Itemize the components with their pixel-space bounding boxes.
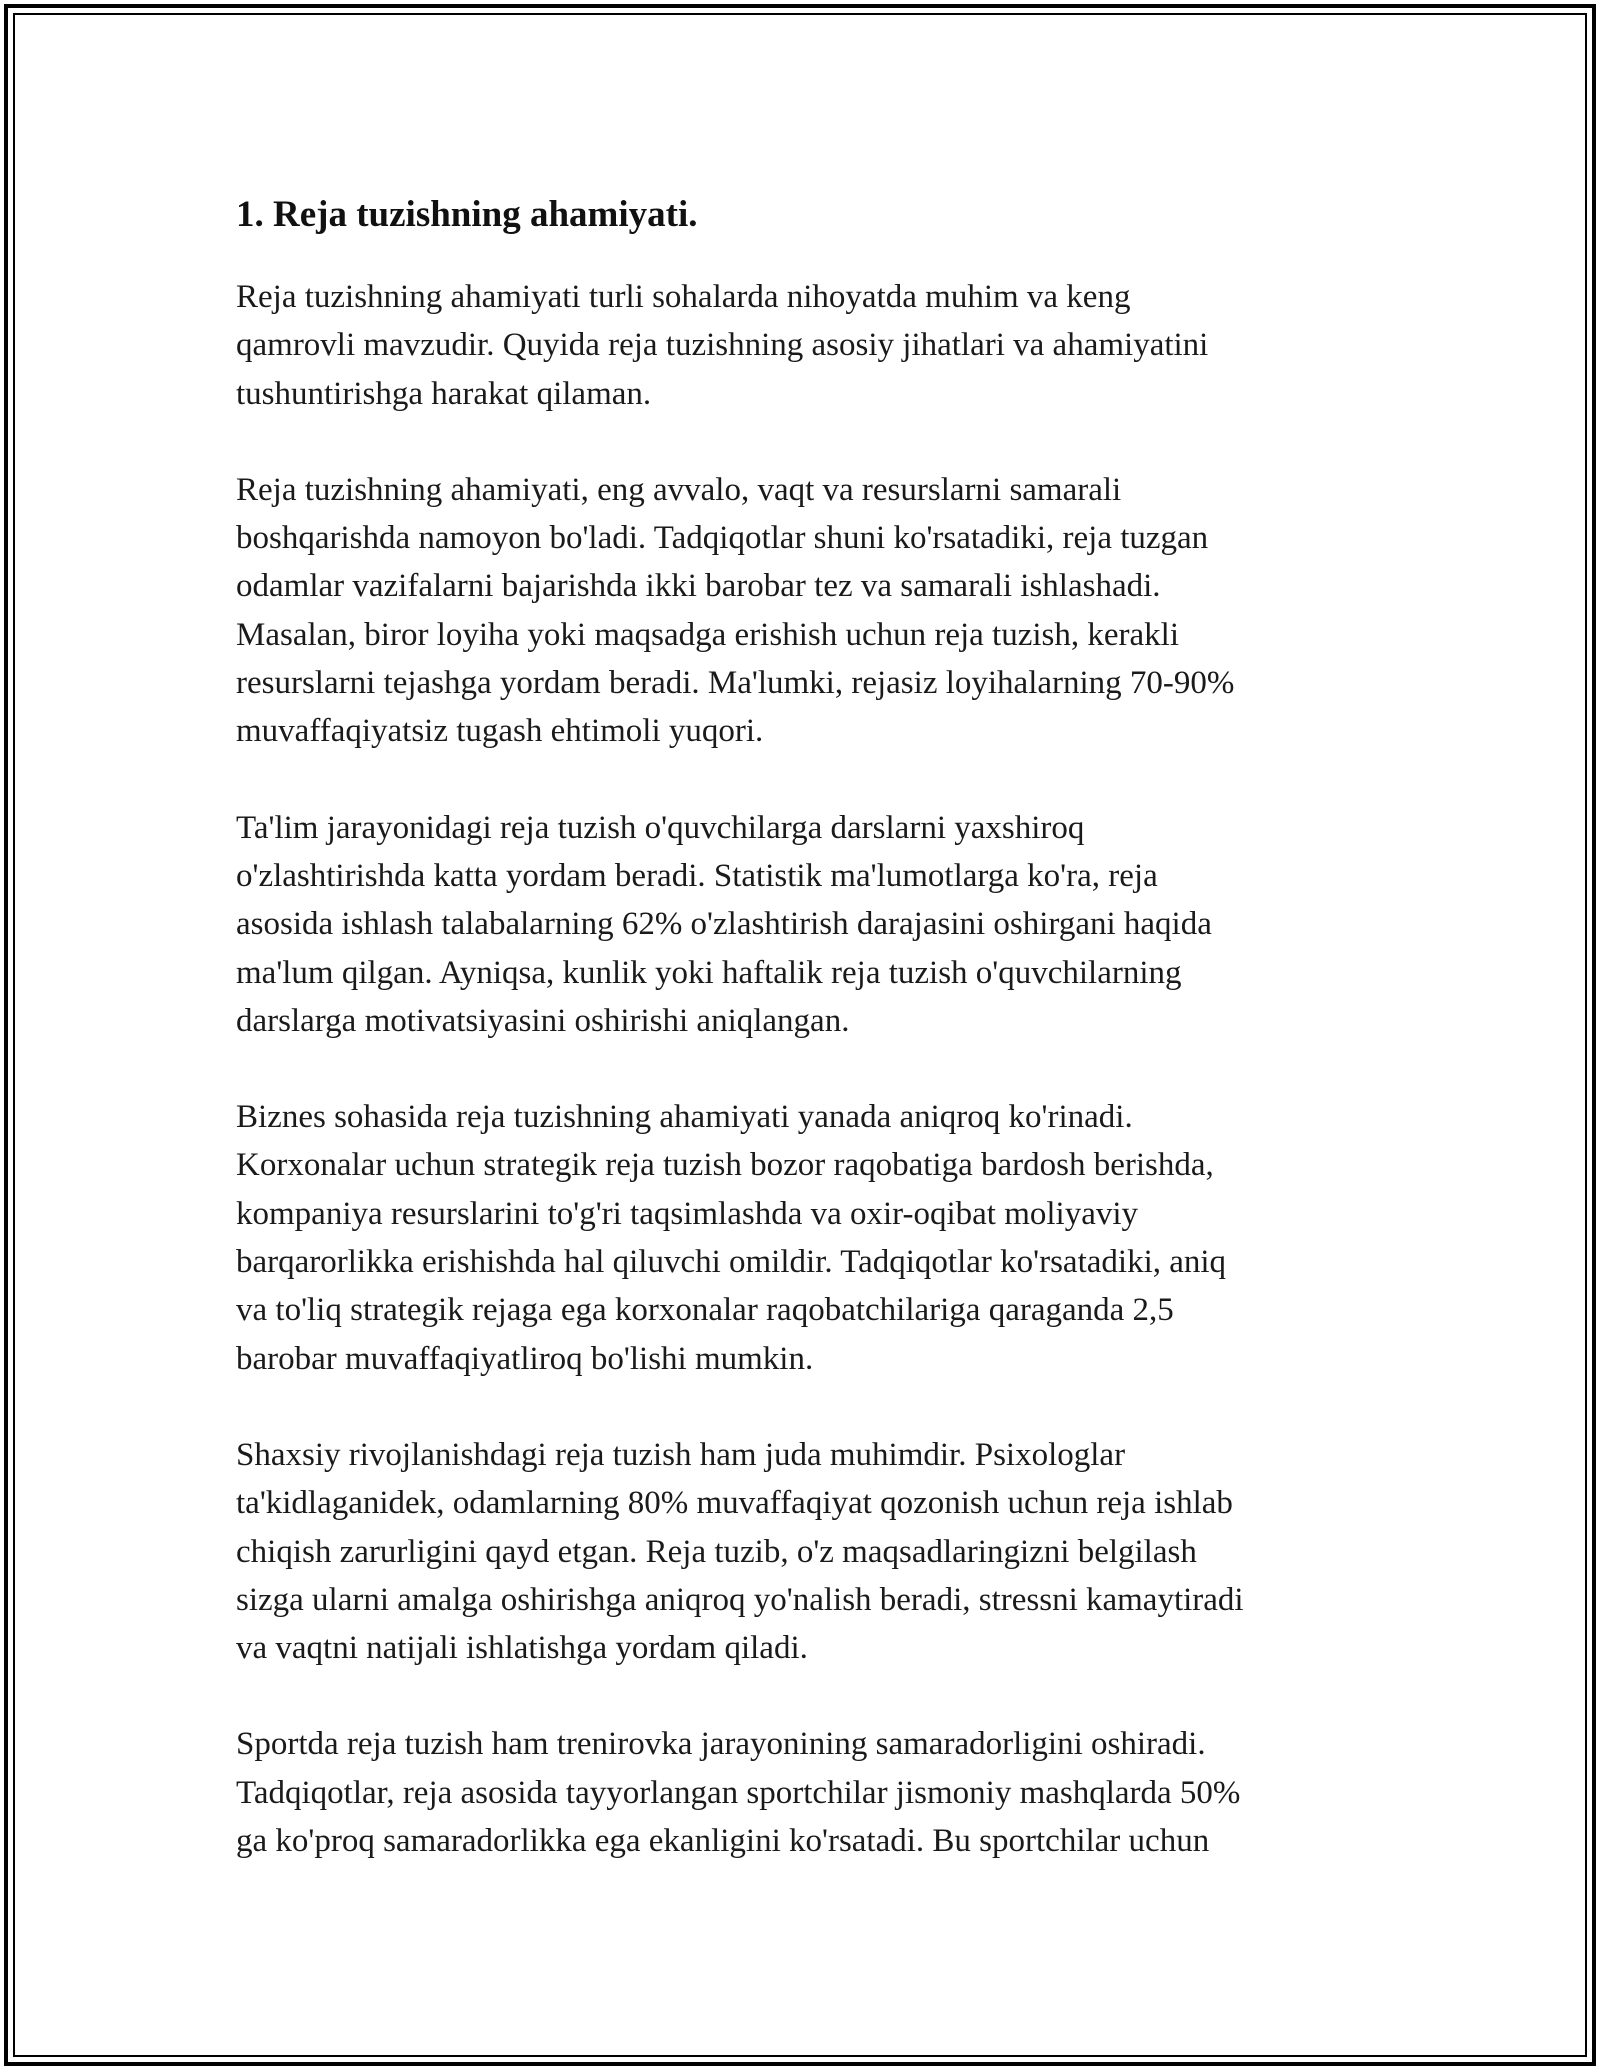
document-body [236,183,1366,1913]
paragraph-time-resources: Reja tuzishning ahamiyati, eng avvalo, vaqt va resurslarni samarali boshqarishda namoyon bo'ladi. Tadqiqotlar shuni ko'rsatadiki, reja tuzgan odamlar vazifalarni bajarishda ikki barobar tez va samarali ishlashadi. Masalan, biror loyiha yoki maqsadga erishish uchun reja tuzish, kerakli resurslarni tejashga yordam beradi. Ma'lumki, rejasiz loyihalarning 70-90% muvaffaqiyatsiz tugash ehtimoli yuqori. [236,471,1235,750]
paragraph-education: Ta'lim jarayonidagi reja tuzish o'quvchilarga darslarni yaxshiroq o'zlashtirishda katta yordam beradi. Statistik ma'lumotlarga ko'ra, reja asosida ishlash talabalarning 62% o'zlashtirish darajasini oshirgani haqida ma'lum qilgan. Ayniqsa, kunlik yoki haftalik reja tuzish o'quvchilarning darslarga motivatsiyasini oshirishi aniqlangan. [236,809,1212,1039]
section-heading: 1. Reja tuzishning ahamiyati. [236,194,698,235]
paragraph-personal-development: Shaxsiy rivojlanishdagi reja tuzish ham juda muhimdir. Psixologlar ta'kidlaganidek, odamlarning 80% muvaffaqiyat qozonish uchun reja ishlab chiqish zarurligini qayd etgan. Reja tuzib, o'z maqsadlaringizni belgilash sizga ularni amalga oshirishga aniqroq yo'nalish beradi, stressni kamaytiradi va vaqtni natijali ishlatishga yordam qiladi. [236,1436,1244,1667]
paragraph-intro: Reja tuzishning ahamiyati turli sohalarda nihoyatda muhim va keng qamrovli mavzudir. Quyida reja tuzishning asosiy jihatlari va ahamiyatini tushuntirishga harakat qilaman. [236,279,1209,412]
paragraph-business: Biznes sohasida reja tuzishning ahamiyati yanada aniqroq ko'rinadi. Korxonalar uchun strategik reja tuzish bozor raqobatiga bardosh berishda, kompaniya resurslarini to'g'ri taqsimlashda va oxir-oqibat moliyaviy barqarorlikka erishishda hal qiluvchi omildir. Tadqiqotlar ko'rsatadiki, aniq va to'liq strategik rejaga ega korxonalar raqobatchilariga qaraganda 2,5 barobar muvaffaqiyatliroq bo'lishi mumkin. [236,1099,1227,1377]
paragraph-sport: Sportda reja tuzish ham trenirovka jarayonining samaradorligini oshiradi. Tadqiqotlar, reja asosida tayyorlangan sportchilar jismoniy mashqlarda 50% ga ko'proq samaradorlikka ega ekanligini ko'rsatadi. Bu sportchilar uchun [236,1726,1241,1860]
